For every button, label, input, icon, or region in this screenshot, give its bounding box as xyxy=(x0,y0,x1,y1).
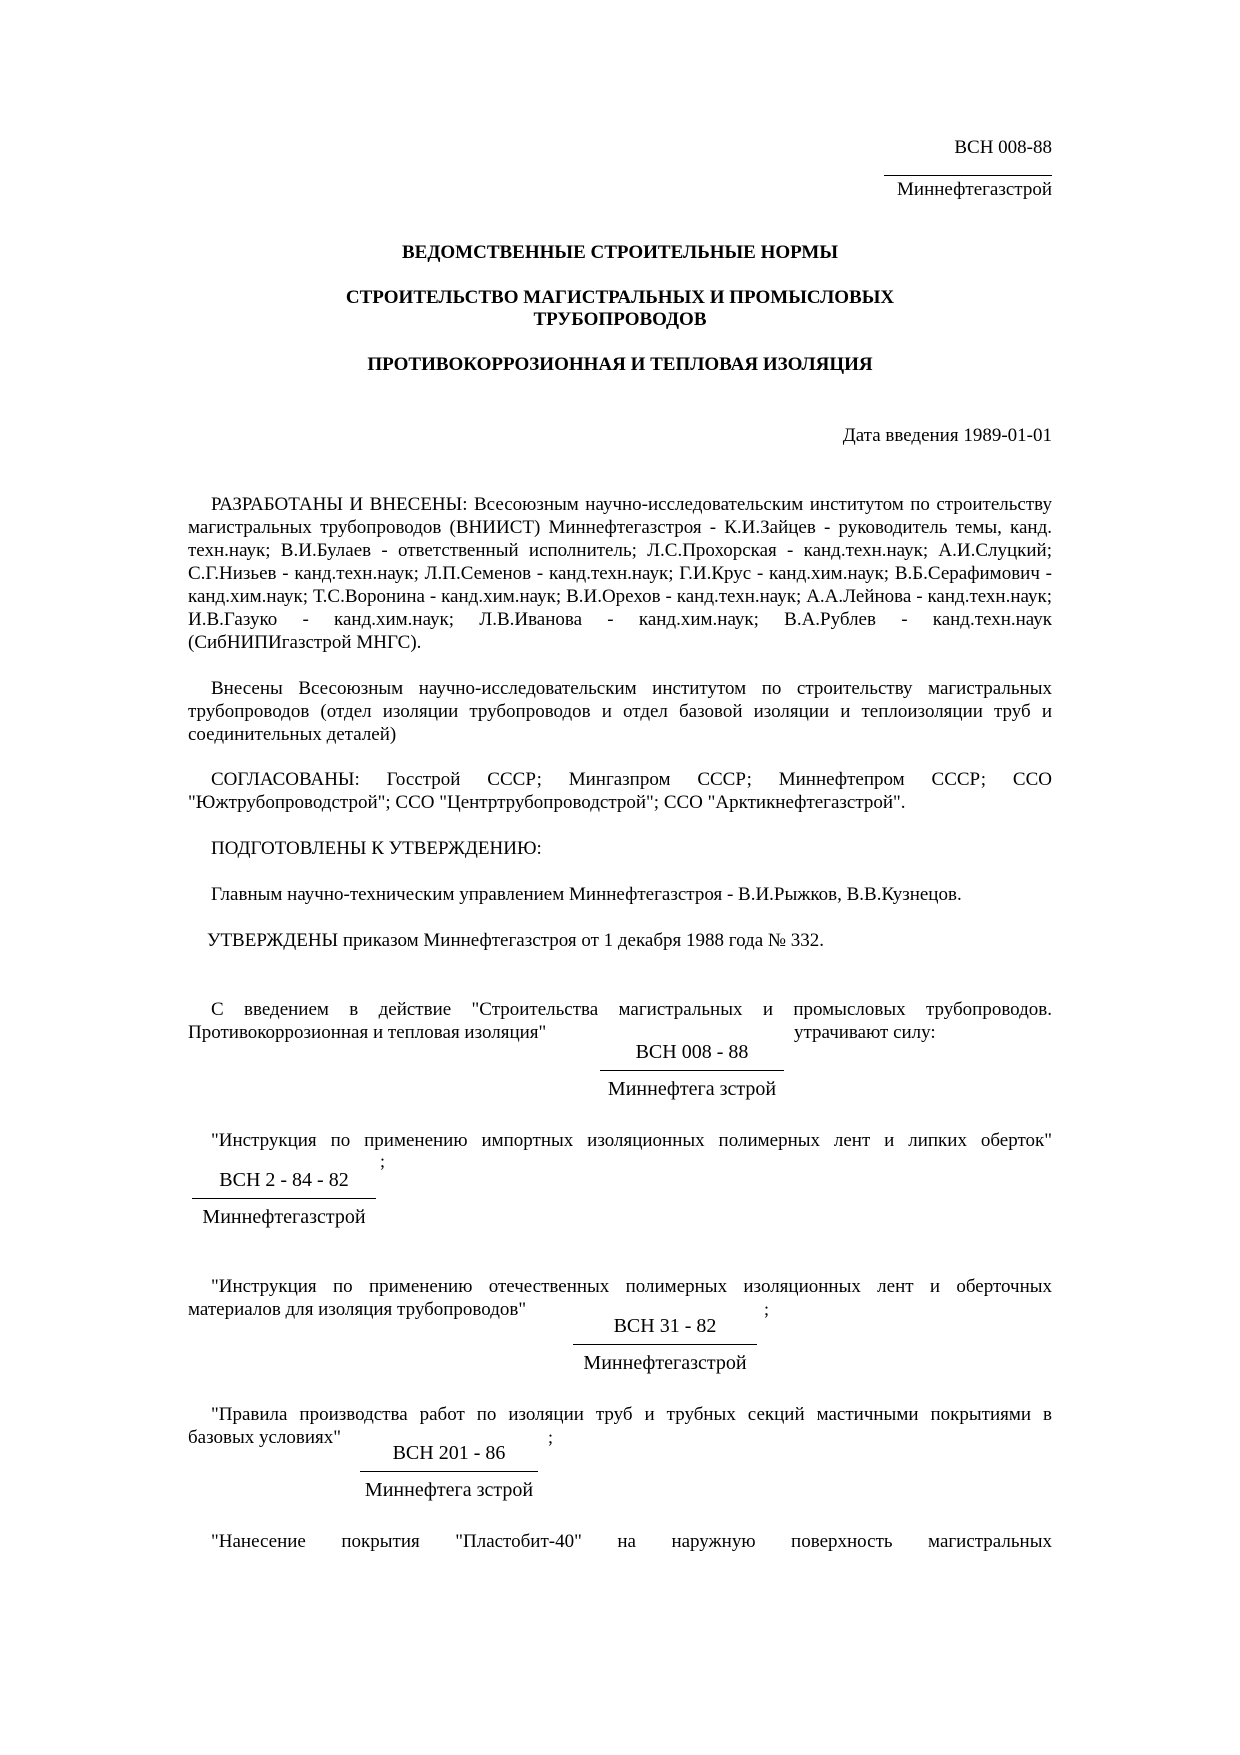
fraction-denominator: Миннефтегазстрой xyxy=(583,1352,747,1374)
fraction-numerator: ВСН 2 - 84 - 82 xyxy=(192,1168,376,1199)
fraction-vsn-2-84-82 xyxy=(192,1168,376,1229)
instruction-plastobit: "Нанесение покрытия "Пластобит-40" на наружную поверхность магистральных xyxy=(211,1531,1052,1552)
document-code-block xyxy=(884,136,1052,201)
instruction-mastic-line1: "Правила производства работ по изоляции труб и трубных секций мастичными покрытиями в xyxy=(211,1404,1052,1425)
instruction-mastic-line2: базовых условиях" xyxy=(188,1427,342,1448)
paragraph-prepared: ПОДГОТОВЛЕНЫ К УТВЕРЖДЕНИЮ: xyxy=(211,838,542,859)
main-title: ВЕДОМСТВЕННЫЕ СТРОИТЕЛЬНЫЕ НОРМЫ xyxy=(401,242,839,263)
fraction-denominator: Миннефтега зстрой xyxy=(364,1479,534,1501)
fraction-vsn-008-88 xyxy=(600,1040,784,1101)
instruction-domestic-semicolon: ; xyxy=(764,1299,770,1319)
instruction-domestic-tapes-line2: материалов для изоляция трубопроводов" xyxy=(188,1299,527,1320)
fraction-denominator: Миннефтега зстрой xyxy=(607,1078,777,1100)
paragraph-replacement-line2: Противокоррозионная и тепловая изоляция" xyxy=(188,1022,547,1043)
paragraph-agreed: СОГЛАСОВАНЫ: Госстрой СССР; Мингазпром СССР; Миннефтепром СССР; ССО "Южтрубопроводстрой"; ССО "Центртрубопроводстрой"; ССО "Арктикнефтегазстрой". xyxy=(188,769,1052,813)
fraction-numerator: ВСН 008 - 88 xyxy=(600,1040,784,1071)
instruction-domestic-tapes-line1: "Инструкция по применению отечественных полимерных изоляционных лент и оберточных xyxy=(211,1276,1052,1297)
code-divider xyxy=(884,175,1052,176)
instruction-imported-semicolon: ; xyxy=(380,1151,386,1171)
fraction-numerator: ВСН 31 - 82 xyxy=(573,1314,757,1345)
fraction-numerator: ВСН 201 - 86 xyxy=(360,1441,538,1472)
sub-title-line1: СТРОИТЕЛЬСТВО МАГИСТРАЛЬНЫХ И ПРОМЫСЛОВЫХ xyxy=(345,287,895,308)
fraction-vsn-31-82 xyxy=(573,1314,757,1375)
replacement-tail: утрачивают силу: xyxy=(794,1022,936,1043)
document-organization: Миннефтегазстрой xyxy=(897,179,1052,200)
fraction-vsn-201-86 xyxy=(360,1441,538,1502)
paragraph-developed: РАЗРАБОТАНЫ И ВНЕСЕНЫ: Всесоюзным научно-исследовательским институтом по строительству магистральных трубопроводов (ВНИИСТ) Миннефтегазстроя - К.И.Зайцев - руководитель темы, канд. техн.наук; В.И.Булаев - ответственный исполнитель; Л.С.Прохорская - канд.техн.наук; А.И.Слуцкий; С.Г.Низьев - канд.техн.наук; Л.П.Семенов - канд.техн.наук; Г.И.Крус - канд.хим.наук; В.Б.Серафимович - канд.хим.наук; Т.С.Воронина - канд.хим.наук; В.И.Орехов - канд.техн.наук; А.А.Лейнова - канд.техн.наук; И.В.Газуко - канд.хим.наук; Л.В.Иванова - канд.хим.наук; В.А.Рублев - канд.техн.наук (СибНИПИгазстрой МНГС). xyxy=(188,494,1052,653)
date-introduced: Дата введения 1989-01-01 xyxy=(842,425,1052,446)
document-page xyxy=(188,0,1052,1755)
fraction-denominator: Миннефтегазстрой xyxy=(202,1206,366,1228)
instruction-mastic-semicolon: ; xyxy=(548,1427,554,1447)
paragraph-replacement-line1: С введением в действие "Строительства магистральных и промысловых трубопроводов. xyxy=(211,999,1052,1020)
document-code: ВСН 008-88 xyxy=(954,137,1052,158)
paragraph-approved: УТВЕРЖДЕНЫ приказом Миннефтегазстроя от 1 декабря 1988 года № 332. xyxy=(207,930,825,951)
paragraph-prepared-by: Главным научно-техническим управлением Миннефтегазстроя - В.И.Рыжков, В.В.Кузнецов. xyxy=(211,884,962,905)
subject-title: ПРОТИВОКОРРОЗИОННАЯ И ТЕПЛОВАЯ ИЗОЛЯЦИЯ xyxy=(367,354,873,375)
sub-title-line2: ТРУБОПРОВОДОВ xyxy=(533,309,707,330)
instruction-imported-tapes: "Инструкция по применению импортных изоляционных полимерных лент и липких оберток" xyxy=(211,1130,1052,1151)
paragraph-introduced: Внесены Всесоюзным научно-исследовательским институтом по строительству магистральных трубопроводов (отдел изоляции трубопроводов и отдел базовой изоляции и теплоизоляции труб и соединительных деталей) xyxy=(188,678,1052,745)
